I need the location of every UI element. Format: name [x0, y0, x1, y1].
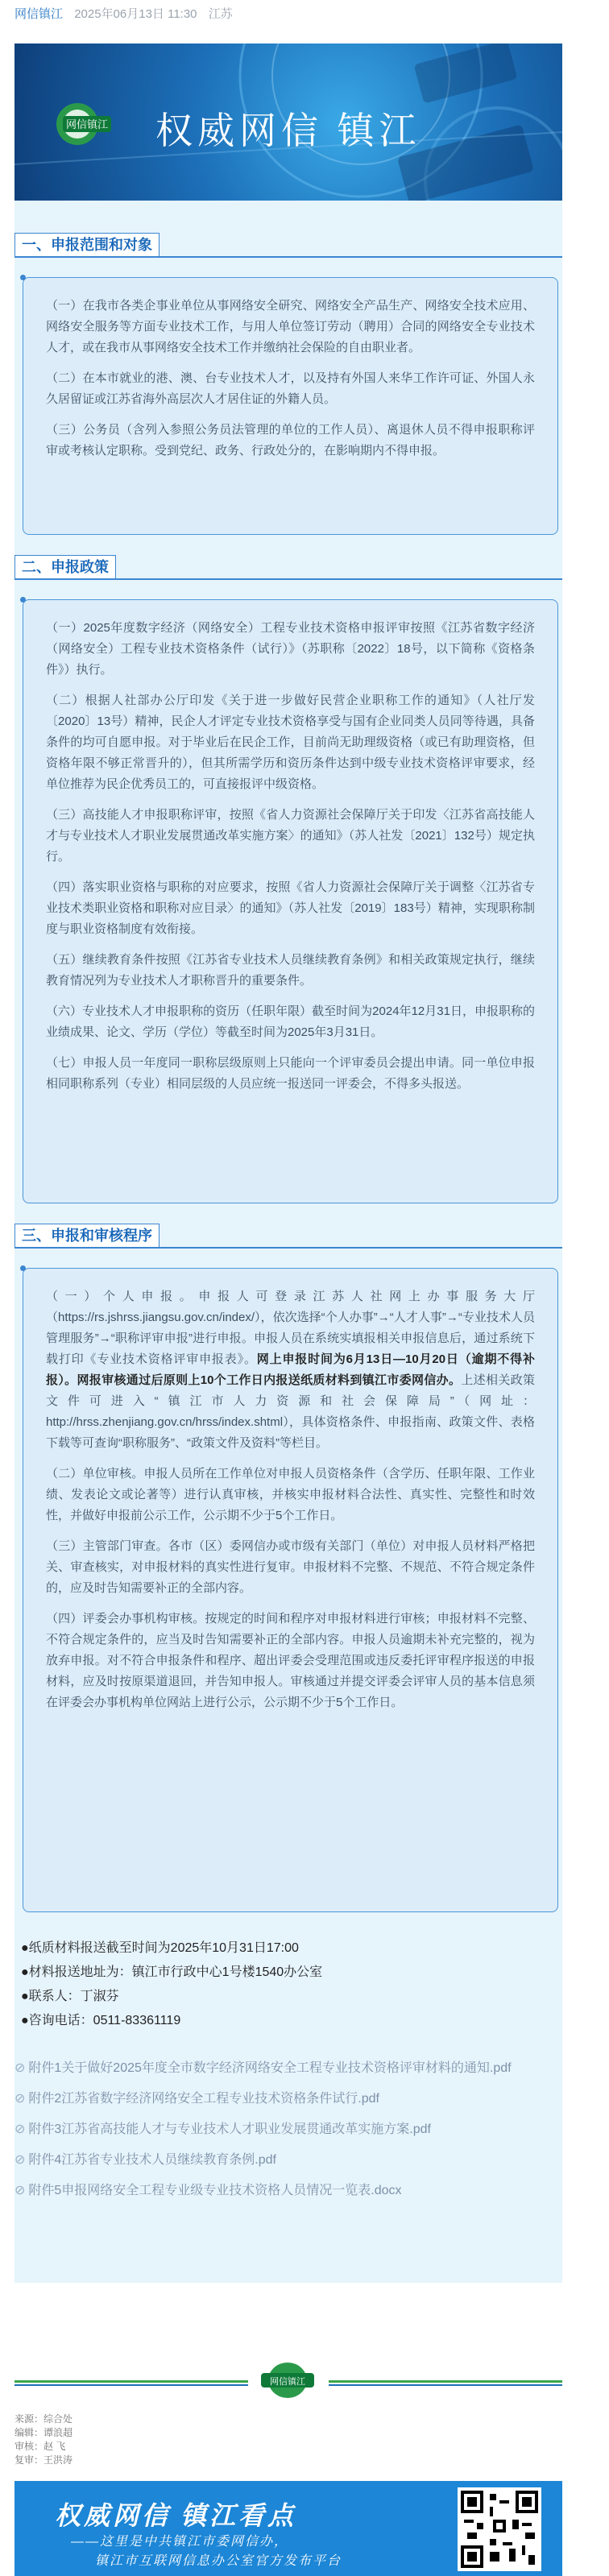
- paperclip-icon: ⊘: [14, 2153, 26, 2167]
- paragraph: （五）继续教育条件按照《江苏省专业技术人员继续教育条例》和相关政策规定执行，继续教育情况列为专业技术人才职称晋升的重要条件。: [46, 953, 535, 988]
- footer-subtitle: 镇江市互联网信息办公室官方发布平台: [95, 2554, 342, 2568]
- qr-code-icon[interactable]: [458, 2487, 541, 2571]
- section-box-policy: [23, 599, 558, 1203]
- paragraph-individual-application: [46, 1286, 535, 1454]
- attachment-link[interactable]: ⊘ 附件5申报网络安全工程专业级专业技术资格人员情况一览表.docx: [14, 2184, 402, 2197]
- attachment-link[interactable]: ⊘ 附件2江苏省数字经济网络安全工程专业技术资格条件试行.pdf: [14, 2092, 379, 2106]
- paragraph: （三）主管部门审查。各市（区）委网信办或市级有关部门（单位）对申报人员材料严格把关、审查核实，对申报材料的真实性进行复审。申报材料不完整、不规范、不符合规定条件的，应及时告知需要补正的全部内容。: [46, 1539, 535, 1595]
- section-divider: [14, 1247, 562, 1249]
- paragraph: （二）根据人社部办公厅印发《关于进一步做好民营企业职称工作的通知》（人社厅发〔2020〕13号）精神，民企人才评定专业技术资格享受与国有企业同类人员同等待遇，具备条件的均可自愿申报。对于毕业后在民企工作，目前尚无助理级资格（或已有助理资格，但资格年限不够正常晋升的），但其所需学历和资历条件达到中级专业技术资格评审要求，经单位推荐为民企优秀员工的，可直接报评中级资格。: [46, 694, 535, 791]
- footer-slogan: 权威网信 镇江看点: [55, 2501, 297, 2530]
- section-divider: [14, 256, 562, 258]
- paperclip-icon: ⊘: [14, 2184, 26, 2197]
- wangxin-logo: [256, 2361, 319, 2400]
- section-box-scope: [23, 277, 558, 535]
- banner-title: 权威网信 镇江: [155, 110, 421, 151]
- footer-divider: [14, 2356, 562, 2404]
- credit-line: 来源：综合处: [14, 2413, 73, 2425]
- paragraph: （三）高技能人才申报职称评审，按照《省人力资源社会保障厅关于印发〈江苏省高技能人才与专业技术人才职业发展贯通改革实施方案〉的通知》（苏人社发〔2021〕132号）规定执行。: [46, 808, 535, 863]
- editor-credits: [14, 2412, 72, 2467]
- contact-line: ●联系人：丁淑芬: [21, 1990, 119, 2003]
- paragraph: （七）申报人员一年度同一职称层级原则上只能向一个评审委员会提出申请。同一单位申报相同职称系列（专业）相同层级的人员应统一报送同一评委会，不得多头报送。: [46, 1056, 535, 1091]
- wangxin-logo: [55, 98, 150, 150]
- box-corner-dot: [20, 597, 26, 603]
- article-meta: [14, 5, 241, 22]
- divider-line: [14, 2384, 248, 2386]
- paragraph: （二）在本市就业的港、澳、台专业技术人才，以及持有外国人来华工作许可证、外国人永久居留证或江苏省海外高层次人才居住证的外籍人员。: [46, 371, 535, 406]
- paragraph: （四）评委会办事机构审核。按规定的时间和程序对申报材料进行审核；申报材料不完整、不符合规定条件的，应当及时告知需要补正的全部内容。申报人员逾期未补充完整的，视为放弃申报。对不符合申报条件和程序、超出评委会受理范围或违反委托评审程序报送的申报材料，应及时按原渠道退回，并告知申报人。审核通过并提交评委会评审人员的基本信息须在评委会办事机构单位网站上进行公示，公示期不少于5个工作日。: [46, 1612, 535, 1709]
- contact-info: [21, 1936, 322, 2033]
- credit-line: 复审：王洪涛: [14, 2454, 73, 2466]
- header-banner: [14, 43, 562, 201]
- paragraph: （二）单位审核。申报人员所在工作单位对申报人员资格条件（含学历、任职年限、工作业绩、发表论文或论著等）进行认真审核，并核实申报材料合法性、真实性、完整性和时效性，并做好申报前公示工作，公示期不少于5个工作日。: [46, 1467, 535, 1522]
- svg-text:网信镇江: 网信镇江: [270, 2376, 305, 2387]
- divider-line: [14, 2380, 248, 2383]
- footer-subtitle: ——这里是中共镇江市委网信办，: [71, 2535, 289, 2549]
- divider-line: [329, 2380, 562, 2383]
- footer-banner: [14, 2481, 562, 2576]
- deadline-highlight: 网上申报时间为6月13日—10月20日（逾期不得补报）。网报审核通过后原则上10个工作日内报送纸质材料到镇江市委网信办。: [46, 1352, 535, 1387]
- contact-line: ●纸质材料报送截至时间为2025年10月31日17:00: [21, 1941, 299, 1955]
- paragraph: （一）在我市各类企事业单位从事网络安全研究、网络安全产品生产、网络安全技术应用、网络安全服务等方面专业技术工作，与用人单位签订劳动（聘用）合同的网络安全专业技术人才，或在我市从事网络安全技术工作并缴纳社会保险的自由职业者。: [46, 299, 535, 354]
- paragraph-text: （一）个人申报。申报人可登录江苏人社网上办事服务大厅（https://rs.jshrss.jiangsu.gov.cn/index/），依次选择“个人办事”→“人才人事”→“专业技术人员管理服务”→“职称评审申报”进行申报。申报人员在系统实填报相关申报信息后，通过系统下载打印《专业技术资格评审申报表》。: [46, 1290, 535, 1366]
- divider-line: [329, 2384, 562, 2386]
- section-heading-policy: 二、申报政策: [14, 555, 116, 579]
- publish-date: 2025年06月13日 11:30: [74, 7, 197, 21]
- box-corner-dot: [20, 1265, 26, 1271]
- credit-line: 审核：赵 飞: [14, 2441, 66, 2452]
- paragraph-text: 上述相关政策文件可进入“镇江市人力资源和社会保障局”（网址：http://hrss.zhenjiang.gov.cn/hrss/index.shtml），具体资格条件、申报指南、政策文件、表格下载等可查询“职称服务”、“政策文件及资料”等栏目。: [46, 1373, 535, 1450]
- section-divider: [14, 578, 562, 580]
- source-link[interactable]: 网信镇江: [14, 7, 64, 21]
- box-corner-dot: [20, 275, 26, 280]
- svg-text:网信镇江: 网信镇江: [65, 119, 109, 131]
- paperclip-icon: ⊘: [14, 2092, 26, 2106]
- section-heading-procedure: 三、申报和审核程序: [14, 1224, 160, 1248]
- paragraph: （一）2025年度数字经济（网络安全）工程专业技术资格申报评审按照《江苏省数字经济（网络安全）工程专业技术资格条件（试行）》（苏职称〔2022〕18号，以下简称《资格条件》）执行。: [46, 621, 535, 677]
- section-box-procedure: [23, 1268, 558, 1912]
- attachment-link[interactable]: ⊘ 附件3江苏省高技能人才与专业技术人才职业发展贯通改革实施方案.pdf: [14, 2123, 431, 2136]
- paperclip-icon: ⊘: [14, 2061, 26, 2075]
- location: 江苏: [208, 7, 233, 21]
- credit-line: 编辑：谭浪超: [14, 2427, 73, 2438]
- contact-line: ●材料报送地址为：镇江市行政中心1号楼1540办公室: [21, 1965, 323, 1979]
- paperclip-icon: ⊘: [14, 2123, 26, 2136]
- attachment-list: [14, 2057, 554, 2210]
- paragraph: （三）公务员（含列入参照公务员法管理的单位的工作人员）、离退休人员不得申报职称评审或考核认定职称。受到党纪、政务、行政处分的，在影响期内不得申报。: [46, 423, 535, 458]
- paragraph: （四）落实职业资格与职称的对应要求，按照《省人力资源社会保障厅关于调整〈江苏省专业技术类职业资格和职称对应目录〉的通知》（苏人社发〔2019〕183号）精神，实现职称制度与职业资格制度有效衔接。: [46, 880, 535, 936]
- attachment-link[interactable]: ⊘ 附件4江苏省专业技术人员继续教育条例.pdf: [14, 2153, 276, 2167]
- contact-line: ●咨询电话：0511-83361119: [21, 2014, 181, 2027]
- paragraph: （六）专业技术人才申报职称的资历（任职年限）截至时间为2024年12月31日，申报职称的业绩成果、论文、学历（学位）等截至时间为2025年3月31日。: [46, 1004, 535, 1039]
- section-heading-scope: 一、申报范围和对象: [14, 233, 160, 257]
- article-card: [14, 43, 562, 2283]
- attachment-link[interactable]: ⊘ 附件1关于做好2025年度全市数字经济网络安全工程专业技术资格评审材料的通知.pdf: [14, 2061, 512, 2075]
